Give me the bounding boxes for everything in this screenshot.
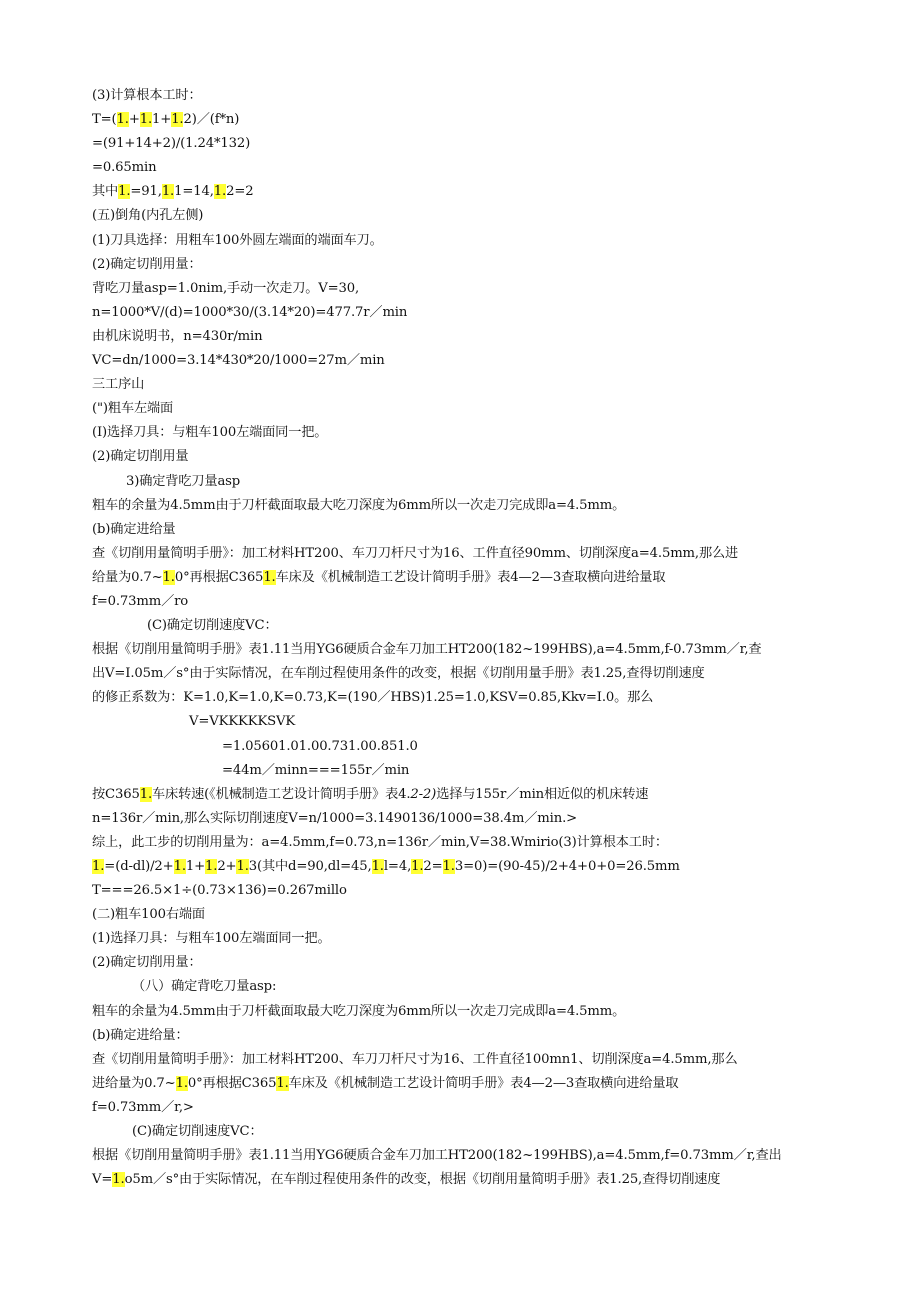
text-line bbox=[92, 1072, 832, 1096]
text-run: (")粗车左端面 bbox=[92, 401, 174, 417]
text-line bbox=[92, 494, 832, 518]
text-run: =0.65min bbox=[92, 160, 157, 176]
text-line bbox=[92, 301, 832, 325]
text-run: (1)选择刀具：与粗车100左端面同一把。 bbox=[92, 931, 331, 947]
text-line bbox=[92, 518, 832, 542]
text-line bbox=[92, 1024, 832, 1048]
text-run: =44m／minn===155r／min bbox=[222, 762, 410, 778]
text-run: (C)确定切削速度VC： bbox=[132, 1124, 263, 1140]
text-line bbox=[92, 325, 832, 349]
text-run: (2)确定切削用量： bbox=[92, 256, 202, 272]
text-line bbox=[92, 108, 832, 132]
text-line bbox=[92, 156, 832, 180]
text-run: 1=14, bbox=[174, 184, 214, 200]
text-line bbox=[92, 879, 832, 903]
text-line bbox=[92, 735, 832, 759]
text-run: 1+ bbox=[152, 112, 172, 128]
highlighted-mark: 1. bbox=[442, 859, 455, 874]
text-run: T===26.5×1÷(0.73×136)=0.267millo bbox=[92, 883, 347, 899]
document-body bbox=[92, 84, 832, 1192]
text-line bbox=[92, 710, 832, 734]
highlighted-mark: 1. bbox=[236, 859, 249, 874]
highlighted-mark: 1. bbox=[139, 786, 152, 802]
text-run: 3)确定背吃刀量asp bbox=[126, 473, 241, 489]
text-line bbox=[92, 421, 832, 445]
text-line bbox=[92, 662, 832, 686]
text-run: 2)／(f*n) bbox=[183, 112, 240, 128]
text-line bbox=[92, 1000, 832, 1024]
text-line bbox=[92, 397, 832, 421]
highlighted-mark: 1. bbox=[411, 859, 424, 874]
text-run: 选择与155r／min相近似的机床转速 bbox=[436, 786, 649, 802]
highlighted-mark: 1. bbox=[213, 184, 227, 200]
text-line bbox=[92, 470, 832, 494]
highlighted-mark: 1. bbox=[371, 859, 384, 874]
text-line bbox=[92, 1048, 832, 1072]
text-run: （八）确定背吃刀量asp: bbox=[132, 979, 277, 995]
text-line bbox=[92, 445, 832, 469]
highlighted-mark: 1. bbox=[205, 859, 218, 874]
text-run: l=4, bbox=[383, 859, 412, 874]
highlighted-mark: 1. bbox=[139, 112, 153, 128]
text-run: 其中 bbox=[92, 184, 119, 200]
text-line bbox=[92, 759, 832, 783]
text-run: (二)粗车100右端面 bbox=[92, 907, 205, 923]
italic-run: 2-2) bbox=[410, 786, 437, 802]
text-line bbox=[92, 951, 832, 975]
text-line bbox=[92, 84, 832, 108]
text-run: =1.05601.01.00.731.00.851.0 bbox=[222, 738, 418, 754]
text-line bbox=[92, 927, 832, 951]
text-line bbox=[92, 903, 832, 927]
text-run: 由机床说明书，n=430r/min bbox=[92, 328, 263, 344]
text-run: 的修正系数为：K=1.0,K=1.0,K=0.73,K=(190／HBS)1.25=1.0,KSV=0.85,Kkv=I.0。那么 bbox=[92, 690, 654, 706]
highlighted-mark: 1. bbox=[162, 569, 175, 585]
highlighted-mark: 1. bbox=[92, 859, 105, 874]
text-run: 3=0)=(90-45)/2+4+0+0=26.5mm bbox=[454, 859, 680, 874]
text-run: 车床转速(《机械制造工艺设计简明手册》表4. bbox=[152, 786, 411, 802]
text-line bbox=[92, 686, 832, 710]
text-run: V=VKKKKKSVK bbox=[189, 714, 296, 730]
text-run: 3(其中d=90,dl=45, bbox=[248, 859, 372, 874]
text-run: 给量为0.7~ bbox=[92, 569, 163, 585]
highlighted-mark: 1. bbox=[171, 112, 184, 128]
text-line bbox=[92, 831, 832, 855]
text-line bbox=[92, 204, 832, 228]
text-run: f=0.73mm／ro bbox=[92, 593, 189, 609]
text-run: 车床及《机械制造工艺设计简明手册》表4—2—3查取横向进给量取 bbox=[288, 1075, 679, 1091]
text-line bbox=[92, 253, 832, 277]
text-run: (b)确定进给量 bbox=[92, 521, 176, 537]
highlighted-mark: 1. bbox=[112, 1172, 125, 1188]
text-run: (五)倒角(内孔左侧) bbox=[92, 208, 204, 224]
text-run: (C)确定切削速度VC： bbox=[147, 618, 278, 634]
text-line bbox=[92, 566, 832, 590]
text-line bbox=[92, 229, 832, 253]
text-line bbox=[92, 373, 832, 397]
text-run: o5m／s°由于实际情况，在车削过程使用条件的改变，根据《切削用量简明手册》表1.25,查得切削速度 bbox=[124, 1172, 721, 1188]
text-run: 背吃刀量asp=1.0nim,手动一次走刀。V=30, bbox=[92, 280, 360, 296]
text-run: 0°再根据C365 bbox=[174, 569, 264, 585]
text-run: 三工序山 bbox=[92, 377, 145, 393]
highlighted-mark: 1. bbox=[161, 184, 175, 200]
text-line bbox=[92, 1120, 832, 1144]
text-line bbox=[92, 590, 832, 614]
text-run: n=1000*V/(d)=1000*30/(3.14*20)=477.7r／min bbox=[92, 304, 408, 320]
text-run: 根据《切削用量简明手册》表1.11当用YG6硬质合金车刀加工HT200(182~199HBS),a=4.5mm,f=0.73mm／r,查出 bbox=[92, 1148, 782, 1164]
text-run: 2= bbox=[423, 859, 443, 874]
text-run: (2)确定切削用量： bbox=[92, 955, 202, 971]
text-line bbox=[92, 1096, 832, 1120]
text-line bbox=[92, 807, 832, 831]
text-run: 1+ bbox=[185, 859, 206, 874]
text-line bbox=[92, 277, 832, 301]
text-line bbox=[92, 614, 832, 638]
text-run: =(91+14+2)/(1.24*132) bbox=[92, 136, 251, 152]
text-run: 粗车的余量为4.5mm由于刀杆截面取最大吃刀深度为6mm所以一次走刀完成即a=4.5mm。 bbox=[92, 497, 626, 513]
text-run: T=( bbox=[92, 112, 117, 128]
text-run: n=136r／min,那么实际切削速度V=n/1000=3.1490136/1000=38.4m／min.> bbox=[92, 810, 578, 826]
text-run: 2+ bbox=[217, 859, 237, 874]
text-line bbox=[92, 132, 832, 156]
text-line bbox=[92, 975, 832, 999]
highlighted-mark: 1. bbox=[276, 1075, 289, 1091]
text-run: f=0.73mm／r,> bbox=[92, 1099, 194, 1115]
text-line bbox=[92, 1168, 832, 1192]
text-run: 根据《切削用量简明手册》表1.11当用YG6硬质合金车刀加工HT200(182~199HBS),a=4.5mm,f-0.73mm／r,查 bbox=[92, 642, 762, 658]
text-line bbox=[92, 180, 832, 204]
text-run: V= bbox=[92, 1172, 113, 1188]
text-line bbox=[92, 855, 832, 879]
text-line bbox=[92, 349, 832, 373]
text-run: 出V=I.05m／s°由于实际情况，在车削过程使用条件的改变，根据《切削用量手册》表1.25,查得切削速度 bbox=[92, 666, 705, 682]
text-run: (3)计算根本工时： bbox=[92, 88, 202, 103]
text-run: 粗车的余量为4.5mm由于刀杆截面取最大吃刀深度为6mm所以一次走刀完成即a=4.5mm。 bbox=[92, 1003, 626, 1019]
text-run: 2=2 bbox=[226, 184, 254, 200]
text-run: 综上，此工步的切削用量为：a=4.5mm,f=0.73,n=136r／min,V=38.Wmirio(3)计算根本工时： bbox=[92, 834, 668, 850]
text-line bbox=[92, 1144, 832, 1168]
text-run: (2)确定切削用量 bbox=[92, 449, 189, 465]
highlighted-mark: 1. bbox=[173, 859, 186, 874]
text-line bbox=[92, 783, 832, 807]
text-run: 查《切削用量简明手册》：加工材料HT200、车刀刀杆尺寸为16、工件直径90mm、切削深度a=4.5mm,那么进 bbox=[92, 545, 739, 561]
text-run: 车床及《机械制造工艺设计简明手册》表4—2—3查取横向进给量取 bbox=[275, 569, 666, 585]
text-run: (1)刀具选择：用粗车100外圆左端面的端面车刀。 bbox=[92, 232, 383, 248]
text-run: 查《切削用量简明手册》：加工材料HT200、车刀刀杆尺寸为16、工件直径100mn1、切削深度a=4.5mm,那么 bbox=[92, 1051, 738, 1067]
highlighted-mark: 1. bbox=[118, 184, 131, 200]
highlighted-mark: 1. bbox=[175, 1075, 188, 1091]
text-run: =91, bbox=[130, 184, 162, 200]
text-run: + bbox=[128, 112, 140, 128]
text-run: 进给量为0.7~ bbox=[92, 1075, 176, 1091]
text-run: VC=dn/1000=3.14*430*20/1000=27m／min bbox=[92, 353, 385, 369]
text-run: (b)确定进给量： bbox=[92, 1027, 189, 1043]
text-line bbox=[92, 638, 832, 662]
highlighted-mark: 1. bbox=[263, 569, 276, 585]
text-run: (I)选择刀具：与粗车100左端面同一把。 bbox=[92, 425, 328, 441]
text-run: 0°再根据C365 bbox=[187, 1075, 277, 1091]
highlighted-mark: 1. bbox=[116, 112, 129, 128]
text-run: 按C365 bbox=[92, 786, 140, 802]
text-run: =(d-dl)/2+ bbox=[104, 859, 174, 874]
text-line bbox=[92, 542, 832, 566]
